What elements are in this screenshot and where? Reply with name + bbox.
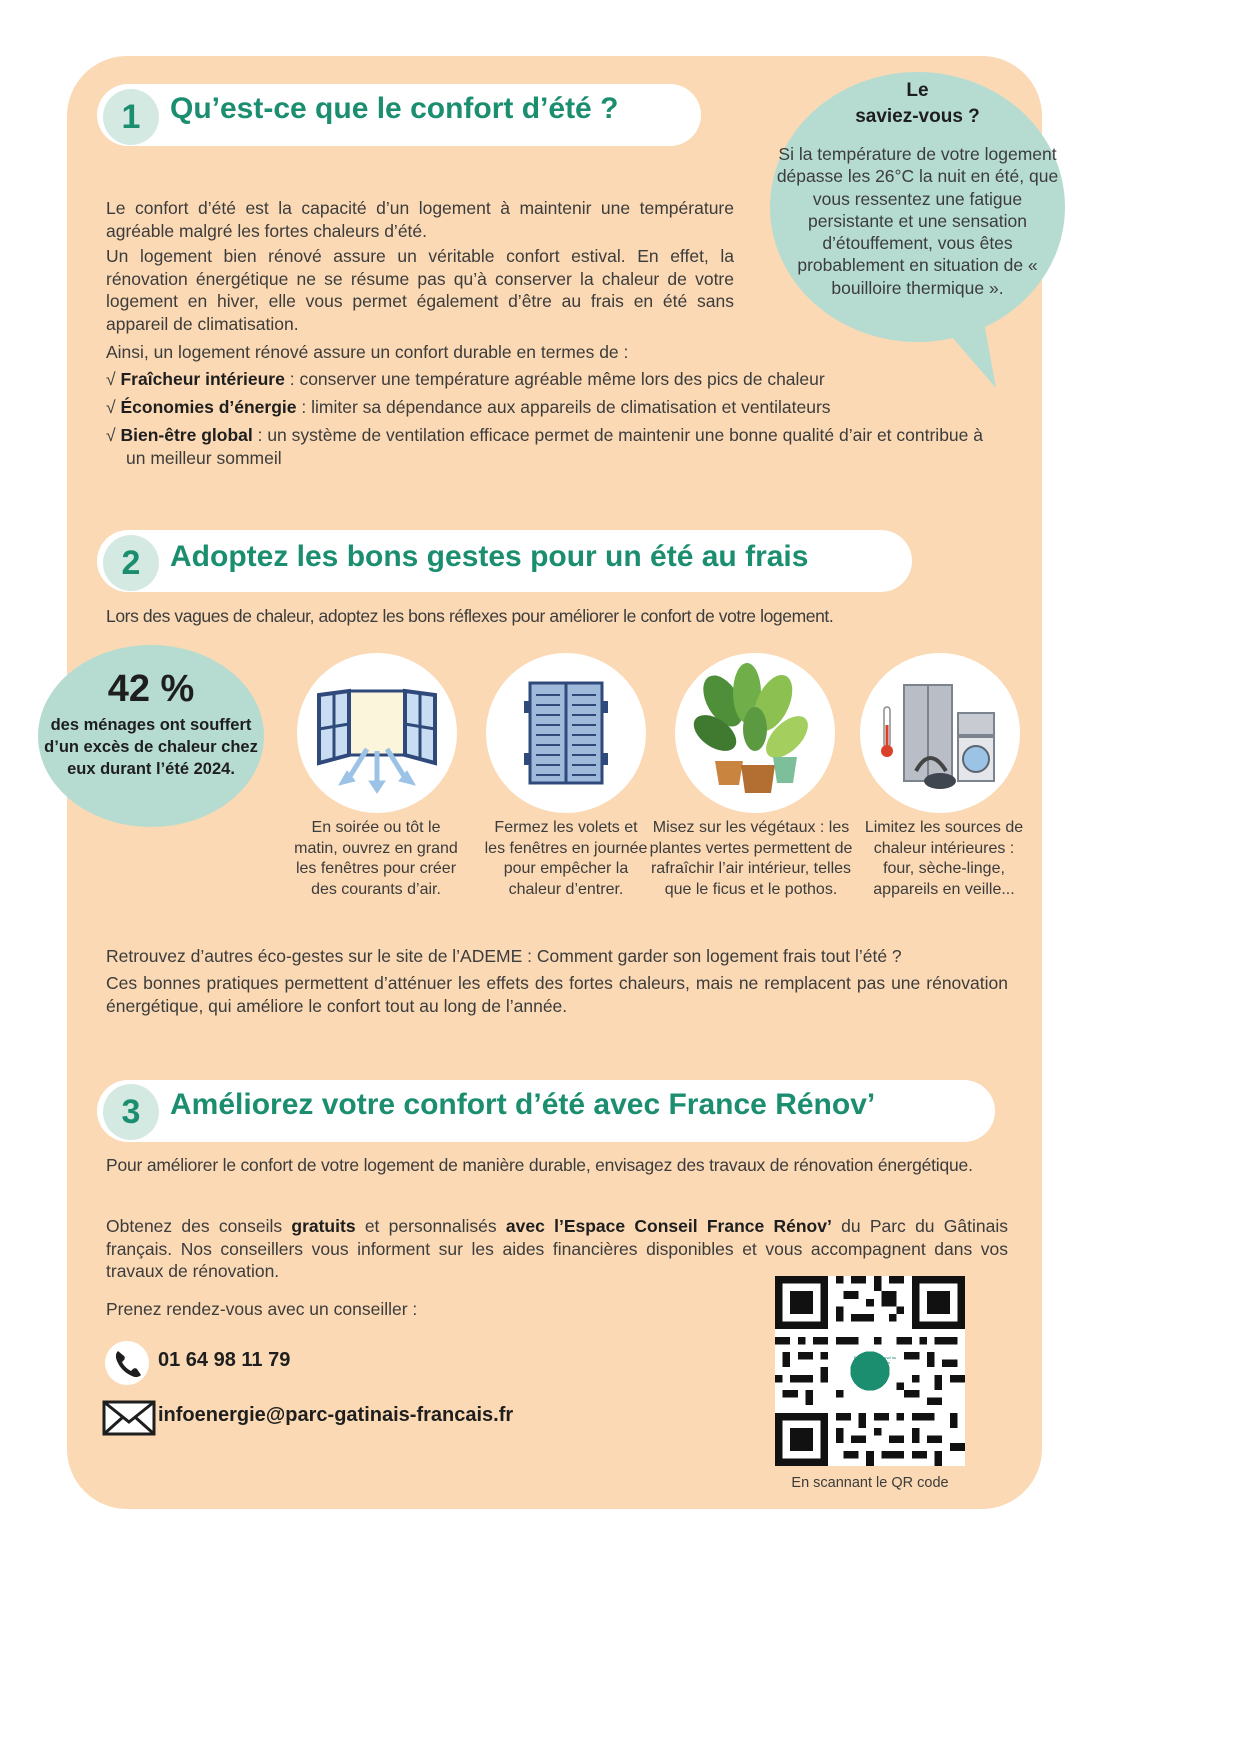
bubble-title-line-1: Le [906, 80, 929, 101]
section-2-number: 2 [103, 535, 159, 591]
check-icon: √ [106, 397, 116, 417]
qr-caption: En scannant le QR code [791, 1475, 949, 1491]
advice-free: gratuits [291, 1216, 356, 1236]
qr-code[interactable] [775, 1276, 965, 1466]
bullet-text: : conserver une température agréable même lors des pics de chaleur [284, 369, 825, 389]
section-3-paragraph-2 [106, 1215, 1008, 1283]
section-2-title: Adoptez les bons gestes pour un été au frais [170, 540, 809, 573]
bullet-term: Bien-être global [120, 425, 253, 445]
statistic-text: des ménages ont souffert d’un excès de chaleur chez eux durant l’été 2024. [44, 716, 258, 778]
section-3-title: Améliorez votre confort d’été avec France Rénov’ [170, 1088, 876, 1121]
shutters-icon [486, 653, 646, 813]
advice-text-1: Obtenez des conseils [106, 1216, 292, 1236]
bubble-text: Si la température de votre logement dépasse les 26°C la nuit en été, que vous ressentez une fatigue persistante et une sensation d’étouffement, vous êtes probablement en situation de « bouilloire thermique ». [776, 144, 1059, 298]
bullet-text: : un système de ventilation efficace permet de maintenir une bonne qualité d’air et contribue à un meilleur sommeil [126, 425, 983, 468]
bullet-term: Fraîcheur intérieure [120, 369, 285, 389]
section-2-intro: Lors des vagues de chaleur, adoptez les bons réflexes pour améliorer le confort de votre logement. [106, 606, 834, 626]
advice-espace-conseil: avec l’Espace Conseil France Rénov’ [505, 1216, 832, 1236]
tip-4-caption: Limitez les sources de chaleur intérieures : four, sèche-linge, appareils en veille... [864, 819, 1024, 898]
bullet-item-freshness [106, 368, 976, 396]
section-1-number: 1 [103, 89, 159, 145]
tip-2-caption: Fermez les volets et les fenêtres en journée pour empêcher la chaleur d’entrer. [484, 819, 648, 898]
ademe-link-text[interactable]: Retrouvez d’autres éco-gestes sur le site de l’ADEME : Comment garder son logement frais tout l’été ? [106, 946, 902, 966]
bullet-text: : limiter sa dépendance aux appareils de climatisation et ventilateurs [296, 397, 831, 417]
check-icon: √ [106, 425, 116, 445]
phone-icon [104, 1340, 150, 1386]
section-1-title: Qu’est-ce que le confort d’été ? [170, 92, 619, 125]
appliances-icon [860, 653, 1020, 813]
tip-2-illustration [486, 653, 646, 813]
bubble-title-line-2: saviez-vous ? [855, 106, 980, 127]
tip-4-illustration [860, 653, 1020, 813]
section-2-note: Ces bonnes pratiques permettent d’atténuer les effets des fortes chaleurs, mais ne remplacent pas une rénovation énergétique, qui améliore le confort tout au long de l’année. [106, 973, 1008, 1016]
section-3-paragraph-3: Prenez rendez-vous avec un conseiller : [106, 1299, 418, 1319]
bullet-item-energy [106, 396, 976, 424]
qr-logo-label: Parc naturel régional du Gâtinais français [853, 1355, 897, 1365]
advice-text-3: du Parc du Gâtinais français. Nos conseillers vous informent sur les aides financières disponibles et vous accompagnent dans vos travaux de rénovation. [106, 1216, 1008, 1281]
section-1-paragraph-2: Un logement bien rénové assure un véritable confort estival. En effet, la rénovation énergétique ne se résume pas qu’à conserver la chaleur de votre logement en hiver, elle vous permet également d’être au frais en été sans appareil de climatisation. [106, 246, 734, 334]
tip-3-caption: Misez sur les végétaux : les plantes vertes permettent de rafraîchir l’air intérieur, telles que le ficus et le pothos. [649, 819, 853, 898]
bullet-term: Économies d’énergie [120, 397, 297, 417]
advice-text-2: et personnalisés [355, 1216, 506, 1236]
email-icon [102, 1400, 156, 1436]
section-1-paragraph-1: Le confort d’été est la capacité d’un logement à maintenir une température agréable malgré les fortes chaleurs d’été. [106, 198, 734, 241]
section-3-number: 3 [103, 1084, 159, 1140]
statistic-value: 42 % [107, 668, 195, 710]
email-address[interactable]: infoenergie@parc-gatinais-francais.fr [158, 1404, 514, 1426]
section-3-paragraph-1: Pour améliorer le confort de votre logement de manière durable, envisagez des travaux de rénovation énergétique. [106, 1155, 973, 1175]
tip-1-illustration [297, 653, 457, 813]
section-1-paragraph-3: Ainsi, un logement rénové assure un confort durable en termes de : [106, 342, 629, 362]
check-icon: √ [106, 369, 116, 389]
bullet-item-wellbeing [106, 424, 986, 469]
tip-1-caption: En soirée ou tôt le matin, ouvrez en grand les fenêtres pour créer des courants d’air. [294, 819, 458, 898]
open-window-icon [297, 653, 457, 813]
bullet-list [106, 368, 983, 469]
phone-number[interactable]: 01 64 98 11 79 [158, 1349, 291, 1371]
speech-bubble-tail [920, 300, 1010, 400]
plants-icon [675, 653, 835, 813]
tip-3-illustration [675, 653, 835, 813]
